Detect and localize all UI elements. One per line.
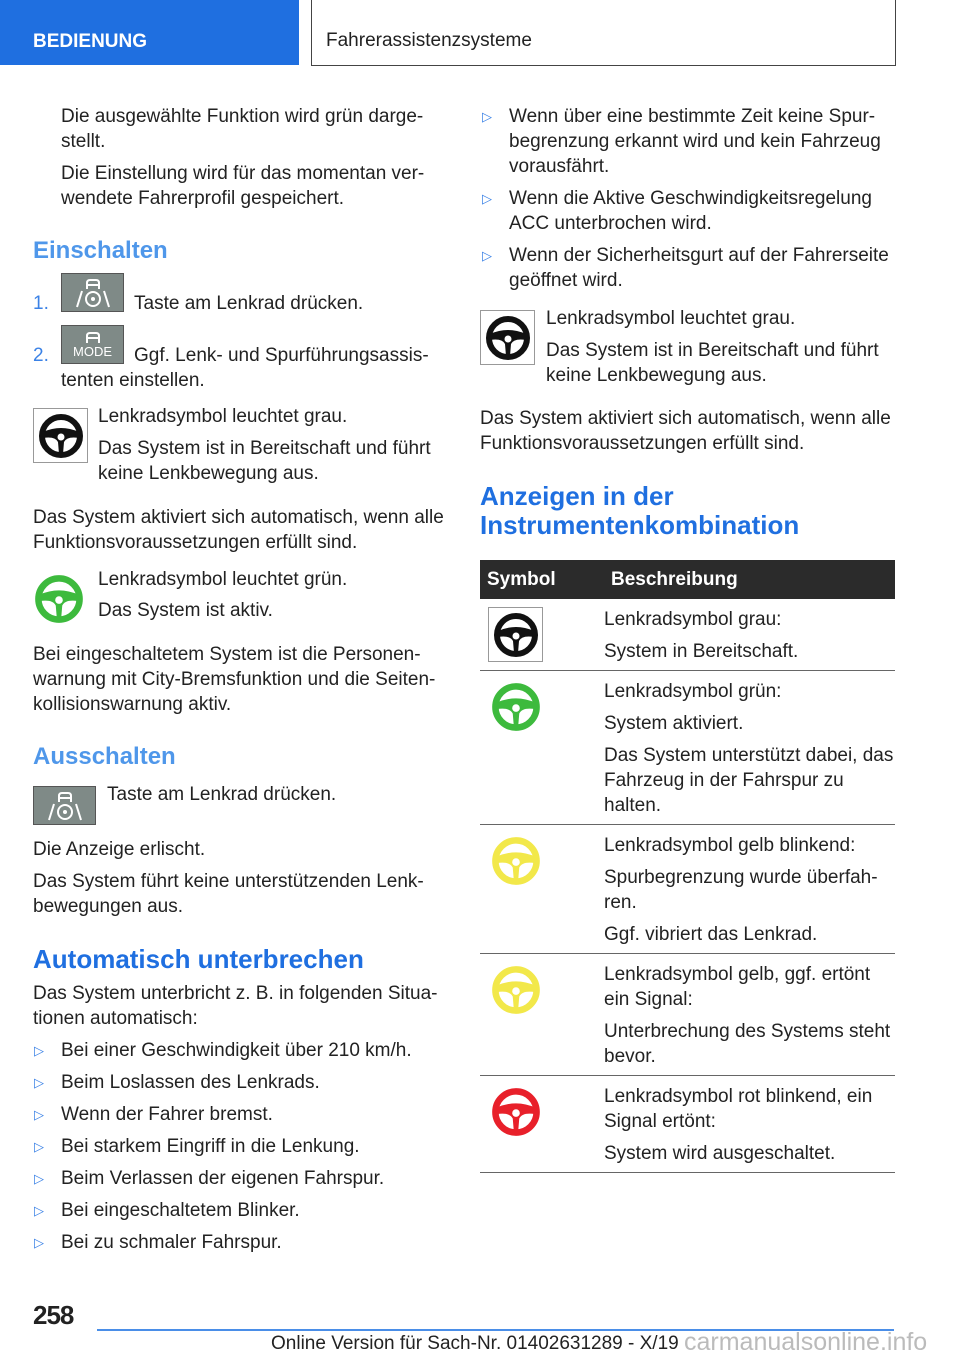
intro-1: Die ausgewählte Funktion wird grün darge-stellt. xyxy=(61,106,424,152)
description-cell xyxy=(604,825,895,954)
table-row xyxy=(480,599,895,671)
page-number: 258 xyxy=(33,1300,74,1330)
description-line: Lenkradsymbol grün: xyxy=(604,681,782,702)
heading-unterbrechen: Automatisch unterbrechen xyxy=(33,944,364,974)
mode-button xyxy=(61,325,124,364)
green-text-1: Lenkradsymbol leuchtet grün. xyxy=(98,569,348,590)
steering-wheel-icon xyxy=(490,964,542,1016)
lane-assist-button xyxy=(33,786,96,825)
grey-text-2: Das System ist in Bereitschaft und führt keine Lenkbewegung aus. xyxy=(546,340,879,386)
list-item: ▷ Wenn über eine bestimmte Zeit keine Spur-begrenzung erkannt wird und kein Fahrzeug vorausfährt. xyxy=(482,106,881,177)
description-cell xyxy=(604,599,895,671)
steering-wheel-grey-icon xyxy=(37,412,85,460)
heading-anzeigen: Anzeigen in der Instrumentenkombination xyxy=(480,481,800,540)
warn-text: Bei eingeschaltetem System ist die Personen-warnung mit City-Bremsfunktion und die Seiten-kollisionswarnung aktiv. xyxy=(33,644,436,715)
mode-label: MODE xyxy=(73,343,112,359)
steering-wheel-green-icon xyxy=(33,573,85,625)
list-item: ▷ Wenn der Fahrer bremst. xyxy=(34,1104,273,1125)
description-line: Das System unterstützt dabei, das Fahrzeug in der Fahrspur zu halten. xyxy=(604,745,894,816)
list-item: ▷ Bei einer Geschwindigkeit über 210 km/h. xyxy=(34,1040,412,1061)
list-item: ▷ Bei eingeschaltetem Blinker. xyxy=(34,1200,300,1221)
steering-grey-box xyxy=(480,310,535,365)
steering-wheel-icon xyxy=(490,1086,542,1138)
list-item: ▷ Wenn der Sicherheitsgurt auf der Fahrerseite geöffnet wird. xyxy=(482,245,889,291)
aus-text: Taste am Lenkrad drücken. xyxy=(107,784,337,805)
steering-green-box xyxy=(33,573,85,631)
intro-2: Die Einstellung wird für das momentan ver-wendete Fahrerprofil gespeichert. xyxy=(61,163,425,209)
list-item: ▷ Wenn die Aktive Geschwindigkeitsregelung ACC unterbrochen wird. xyxy=(482,188,872,234)
grey-text-1: Lenkradsymbol leuchtet grau. xyxy=(546,308,796,329)
aus-p2: Das System führt keine unterstützenden Lenk-bewegungen aus. xyxy=(33,871,424,917)
auto-text: Das System aktiviert sich automatisch, wenn alle Funktionsvoraussetzungen erfüllt sind. xyxy=(480,408,891,454)
green-text-2: Das System ist aktiv. xyxy=(98,600,273,621)
right-list xyxy=(480,104,895,300)
chapter-title: Fahrerassistenzsysteme xyxy=(311,0,896,66)
list-item: ▷ Bei starkem Eingriff in die Lenkung. xyxy=(34,1136,360,1157)
description-line: Lenkradsymbol grau: xyxy=(604,609,782,630)
step-number: 1. xyxy=(33,293,49,314)
steering-lane-icon xyxy=(69,275,117,311)
steering-wheel-icon xyxy=(492,611,540,659)
step-number: 2. xyxy=(33,345,49,366)
description-line: Ggf. vibriert das Lenkrad. xyxy=(604,924,818,945)
symbol-cell xyxy=(480,1076,604,1173)
list-item: ▷ Beim Verlassen der eigenen Fahrspur. xyxy=(34,1168,385,1189)
description-line: Unterbrechung des Systems steht bevor. xyxy=(604,1021,891,1067)
symbol-cell xyxy=(480,954,604,1076)
step-text-cont: tenten einstellen. xyxy=(61,370,205,391)
auto-text: Das System aktiviert sich automatisch, wenn alle Funktionsvoraussetzungen erfüllt sind. xyxy=(33,507,444,553)
description-line: Lenkradsymbol rot blinkend, ein Signal ertönt: xyxy=(604,1086,873,1132)
col-beschreibung: Beschreibung xyxy=(604,560,895,599)
grey-text-2: Das System ist in Bereitschaft und führt keine Lenkbewegung aus. xyxy=(98,438,431,484)
table-row xyxy=(480,1076,895,1173)
symbol-cell xyxy=(480,671,604,825)
interrupt-list xyxy=(32,1038,452,1262)
list-item: ▷ Beim Loslassen des Lenkrads. xyxy=(34,1072,320,1093)
aus-p1: Die Anzeige erlischt. xyxy=(33,839,206,860)
car-icon xyxy=(83,331,103,345)
lane-assist-button xyxy=(61,273,124,312)
step-text: Taste am Lenkrad drücken. xyxy=(134,293,364,314)
steering-wheel-icon xyxy=(490,835,542,887)
heading-ausschalten: Ausschalten xyxy=(33,743,176,770)
description-line: Lenkradsymbol gelb blinkend: xyxy=(604,835,856,856)
description-line: Lenkradsymbol gelb, ggf. ertönt ein Signal: xyxy=(604,964,871,1010)
unterbrechen-intro: Das System unterbricht z. B. in folgenden Situa-tionen automatisch: xyxy=(33,983,438,1029)
watermark: carmanualsonline.info xyxy=(684,1328,928,1356)
col-symbol: Symbol xyxy=(480,560,604,599)
footer-text: Online Version für Sach-Nr. 01402631289 - X/19 xyxy=(271,1333,679,1354)
table-row xyxy=(480,954,895,1076)
description-cell xyxy=(604,1076,895,1173)
description-line: System in Bereitschaft. xyxy=(604,641,799,662)
description-line: System aktiviert. xyxy=(604,713,744,734)
steering-grey-box xyxy=(33,408,88,463)
steering-wheel-grey-icon xyxy=(484,314,532,362)
section-tab: BEDIENUNG xyxy=(0,0,299,65)
symbol-cell xyxy=(480,599,604,671)
description-cell xyxy=(604,954,895,1076)
table-row xyxy=(480,825,895,954)
table-row xyxy=(480,671,895,825)
heading-einschalten: Einschalten xyxy=(33,237,168,264)
steering-lane-icon xyxy=(41,788,89,824)
symbol-table xyxy=(480,560,895,1173)
list-item: ▷ Bei zu schmaler Fahrspur. xyxy=(34,1232,282,1253)
description-line: Spurbegrenzung wurde überfah-ren. xyxy=(604,867,878,913)
description-cell xyxy=(604,671,895,825)
description-line: System wird ausgeschaltet. xyxy=(604,1143,836,1164)
symbol-cell xyxy=(480,825,604,954)
grey-text-1: Lenkradsymbol leuchtet grau. xyxy=(98,406,348,427)
symbol-box xyxy=(488,607,543,662)
step-text: Ggf. Lenk- und Spurführungsassis- xyxy=(134,345,429,366)
steering-wheel-icon xyxy=(490,681,542,733)
